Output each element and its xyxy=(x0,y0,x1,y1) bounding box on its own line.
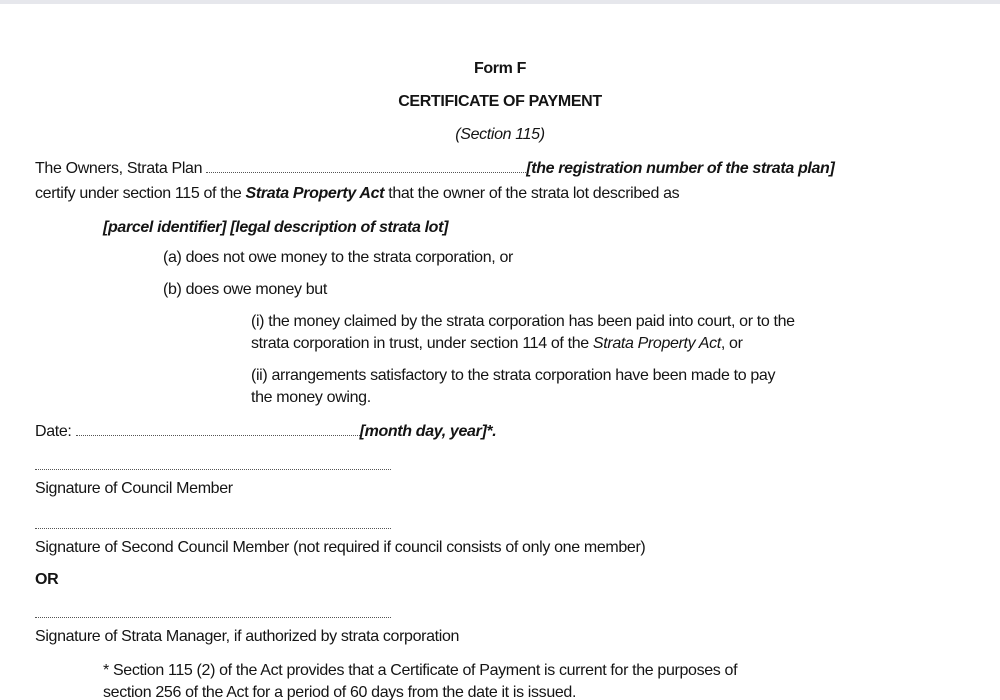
document-page xyxy=(0,4,1000,700)
option-b-i-suffix: , or xyxy=(720,335,743,352)
council-member-signature-label: Signature of Council Member xyxy=(35,480,233,497)
act-name: Strata Property Act xyxy=(245,185,385,202)
or-label: OR xyxy=(35,571,59,588)
option-a: (a) does not owe money to the strata corporation, or xyxy=(163,249,513,266)
date-blank xyxy=(76,422,360,436)
date-label: Date: xyxy=(35,423,72,440)
option-b-i-text: strata corporation in trust, under section 114 of the xyxy=(251,335,589,352)
option-b-i-line1: (i) the money claimed by the strata corporation has been paid into court, or to the xyxy=(251,313,795,330)
certify-text-post: that the owner of the strata lot described as xyxy=(388,185,680,202)
form-label: Form F xyxy=(473,60,527,77)
date-placeholder: [month day, year]*. xyxy=(359,423,497,440)
strata-manager-signature-line xyxy=(35,617,391,618)
form-title: CERTIFICATE OF PAYMENT xyxy=(398,93,602,110)
owners-prefix: The Owners, Strata Plan xyxy=(35,160,203,177)
option-b-i-line2 xyxy=(251,334,743,354)
strata-plan-number-blank xyxy=(206,159,526,173)
date-line xyxy=(35,422,496,442)
second-council-member-signature-label: Signature of Second Council Member (not required if council consists of only one member) xyxy=(35,539,646,556)
second-council-member-signature-line xyxy=(35,528,391,529)
council-member-signature-line xyxy=(35,469,391,470)
option-b-ii-line2: the money owing. xyxy=(251,389,371,406)
option-b: (b) does owe money but xyxy=(163,281,327,298)
option-b-i-act-name: Strata Property Act xyxy=(592,335,721,352)
certify-line xyxy=(35,184,679,204)
owners-line xyxy=(35,159,834,179)
strata-plan-placeholder: [the registration number of the strata plan] xyxy=(526,160,835,177)
certify-text-pre: certify under section 115 of the xyxy=(35,185,242,202)
section-reference: (Section 115) xyxy=(455,126,545,143)
footnote-line1: * Section 115 (2) of the Act provides that a Certificate of Payment is current for the purposes of xyxy=(103,662,738,679)
option-b-ii-line1: (ii) arrangements satisfactory to the strata corporation have been made to pay xyxy=(251,367,776,384)
footnote-line2: section 256 of the Act for a period of 60 days from the date it is issued. xyxy=(103,684,577,700)
lot-description-placeholder: [parcel identifier] [legal description of strata lot] xyxy=(103,219,449,236)
strata-manager-signature-label: Signature of Strata Manager, if authorized by strata corporation xyxy=(35,628,460,645)
